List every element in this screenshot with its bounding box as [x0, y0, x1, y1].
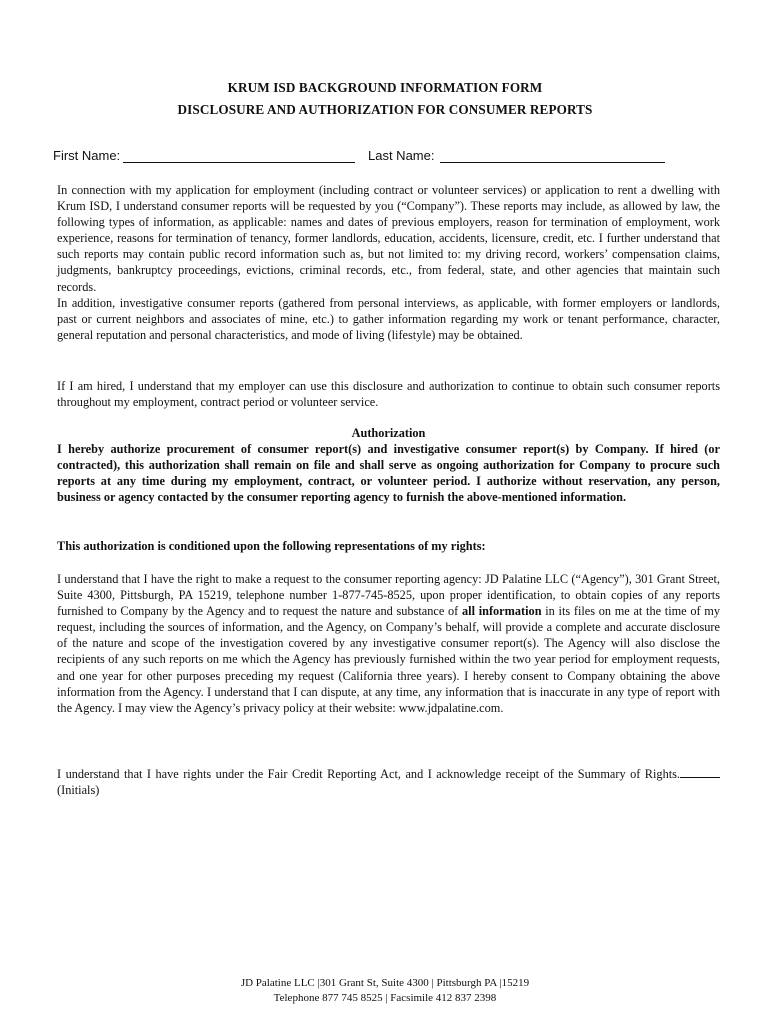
form-subtitle: DISCLOSURE AND AUTHORIZATION FOR CONSUMER REPORTS	[177, 102, 593, 117]
form-title: KRUM ISD BACKGROUND INFORMATION FORM	[227, 80, 543, 95]
first-name-field[interactable]	[123, 162, 355, 163]
authorization-paragraph: I hereby authorize procurement of consumer report(s) and investigative consumer report(s) by Company. If hired (or contracted), this authorization shall remain on file and shall serve as ongoing authorization for Company to procure such reports at any time during my employment, contract, or volunteer period. I authorize without reservation, any person, business or agency contacted by the consumer reporting agency to furnish the above-mentioned information.	[57, 442, 720, 505]
rights-text-bold: all information	[462, 604, 542, 619]
disclosure-section	[57, 182, 720, 343]
conditioned-section	[57, 538, 720, 554]
rights-section	[57, 571, 720, 716]
fcra-text: I understand that I have rights under the Fair Credit Reporting Act, and I acknowledge receipt of the Summary of Rights.	[57, 767, 680, 781]
disclosure-paragraph-1: In connection with my application for employment (including contract or volunteer services) or application to rent a dwelling with Krum ISD, I understand consumer reports will be requested by you (“Company”). These reports may include, as allowed by law, the following types of information, as applicable: names and dates of previous employers, reason for termination of employment, work experience, reasons for termination of tenancy, former landlords, education, accidents, licensure, credit, etc. I further understand that such reports may contain public record information such as, but not limited to: my driving record, workers’ compensation claims, judgments, bankruptcy proceedings, evictions, criminal records, etc., from federal, state, and other agencies that maintain such records.	[57, 183, 720, 294]
rights-text-part1: I understand that I have the right to make a request to the consumer reporting agency: JD Palatine LLC (“Agency”), 301 Grant Street, Suite 4300, Pittsburgh, PA 15219, telephone number 1-877-745-8525, upon proper identification, to obtain copies of any reports furnished to Company by the Agency and to request the nature and substance of	[57, 572, 720, 619]
last-name-label: Last Name:	[368, 148, 435, 163]
last-name-field[interactable]	[440, 162, 665, 163]
initials-field[interactable]	[680, 766, 720, 778]
conditioned-heading: This authorization is conditioned upon the following representations of my rights:	[57, 539, 486, 553]
footer-phone: Telephone 877 745 8525 | Facsimile 412 837 2398	[273, 992, 497, 1004]
continuation-paragraph: If I am hired, I understand that my employer can use this disclosure and authorization to continue to obtain such consumer reports throughout my employment, contract period or volunteer service.	[57, 379, 720, 410]
rights-paragraph	[57, 571, 720, 716]
initials-label: (Initials)	[57, 783, 100, 798]
fcra-paragraph	[57, 766, 720, 798]
fcra-section	[57, 766, 720, 798]
continuation-section	[57, 378, 720, 410]
footer-address: JD Palatine LLC |301 Grant St, Suite 4300 | Pittsburgh PA |15219	[240, 977, 530, 989]
rights-text-part2: in its files on me at the time of my request, including the sources of information, and the Agency, on Company’s behalf, will provide a complete and accurate disclosure of the nature and scope of the investigation covered by any investigative consumer report(s). The Agency will also disclose the recipients of any such reports on me which the Agency has previously furnished within the two year period for employment requests, and one year for other purposes preceding my request (California three years). I hereby consent to Company obtaining the above information from the Agency. I understand that I can dispute, at any time, any information that is inaccurate in any type of report with the Agency. I may view the Agency’s privacy policy at their website: www.jdpalatine.com.	[57, 604, 720, 715]
first-name-label: First Name:	[53, 148, 121, 163]
authorization-heading: Authorization	[351, 426, 426, 440]
page-footer	[0, 976, 770, 1006]
disclosure-paragraph-2: In addition, investigative consumer reports (gathered from personal interviews, as applicable, with former employers or landlords, past or current neighbors and associates of mine, etc.) to gather information regarding my work or tenant performance, character, general reputation and personal characteristics, and mode of living (lifestyle) may be obtained.	[57, 295, 720, 342]
authorization-section	[57, 425, 720, 505]
